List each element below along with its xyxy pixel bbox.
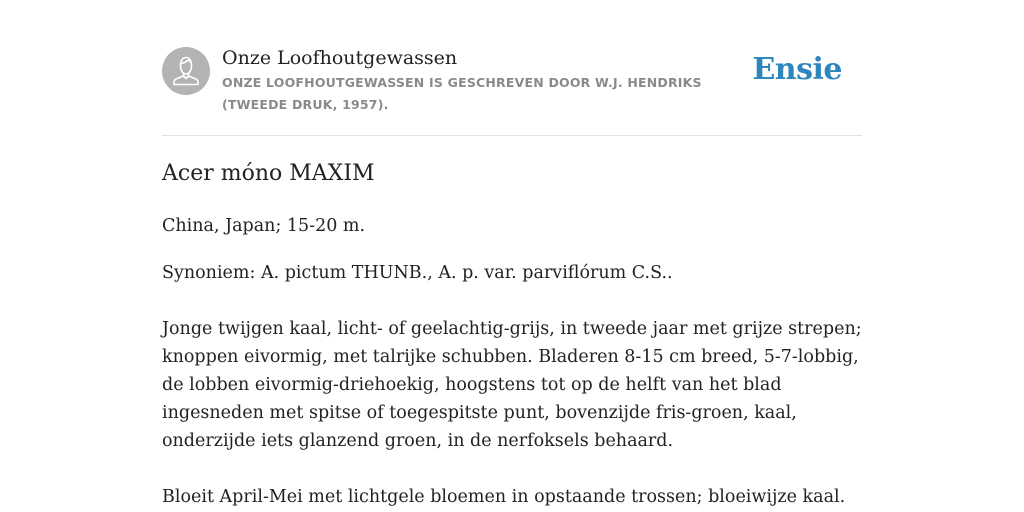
header-divider <box>162 135 862 136</box>
entry-title: Acer móno MAXIM <box>162 161 375 186</box>
user-silhouette-icon <box>162 47 210 95</box>
entry-origin: China, Japan; 15-20 m. <box>162 216 366 236</box>
avatar[interactable] <box>162 47 210 95</box>
source-header <box>162 46 862 116</box>
source-title[interactable]: Onze Loofhoutgewassen <box>222 47 458 69</box>
entry-body <box>162 212 862 511</box>
ensie-logo[interactable]: Ensie <box>752 52 842 87</box>
entry-description: Jonge twijgen kaal, licht- of geelachtig-grijs, in tweede jaar met grijze strepen; knoppen eivormig, met talrijke schubben. Bladeren 8-15 cm breed, 5-7-lobbig, de lobben eivormig-driehoekig, hoogstens tot op de helft van het blad ingesneden met spitse of toegespitste punt, bovenzijde fris-groen, kaal, onderzijde iets glanzend groen, in de nerfoksels behaard. <box>162 319 862 451</box>
source-subtitle: ONZE LOOFHOUTGEWASSEN IS GESCHREVEN DOOR W.J. HENDRIKS (TWEEDE DRUK, 1957). <box>222 75 702 112</box>
entry-synonyms: Synoniem: A. pictum THUNB., A. p. var. parviflórum C.S.. <box>162 263 673 283</box>
entry-flowering: Bloeit April-Mei met lichtgele bloemen in opstaande trossen; bloeiwijze kaal. <box>162 487 846 507</box>
